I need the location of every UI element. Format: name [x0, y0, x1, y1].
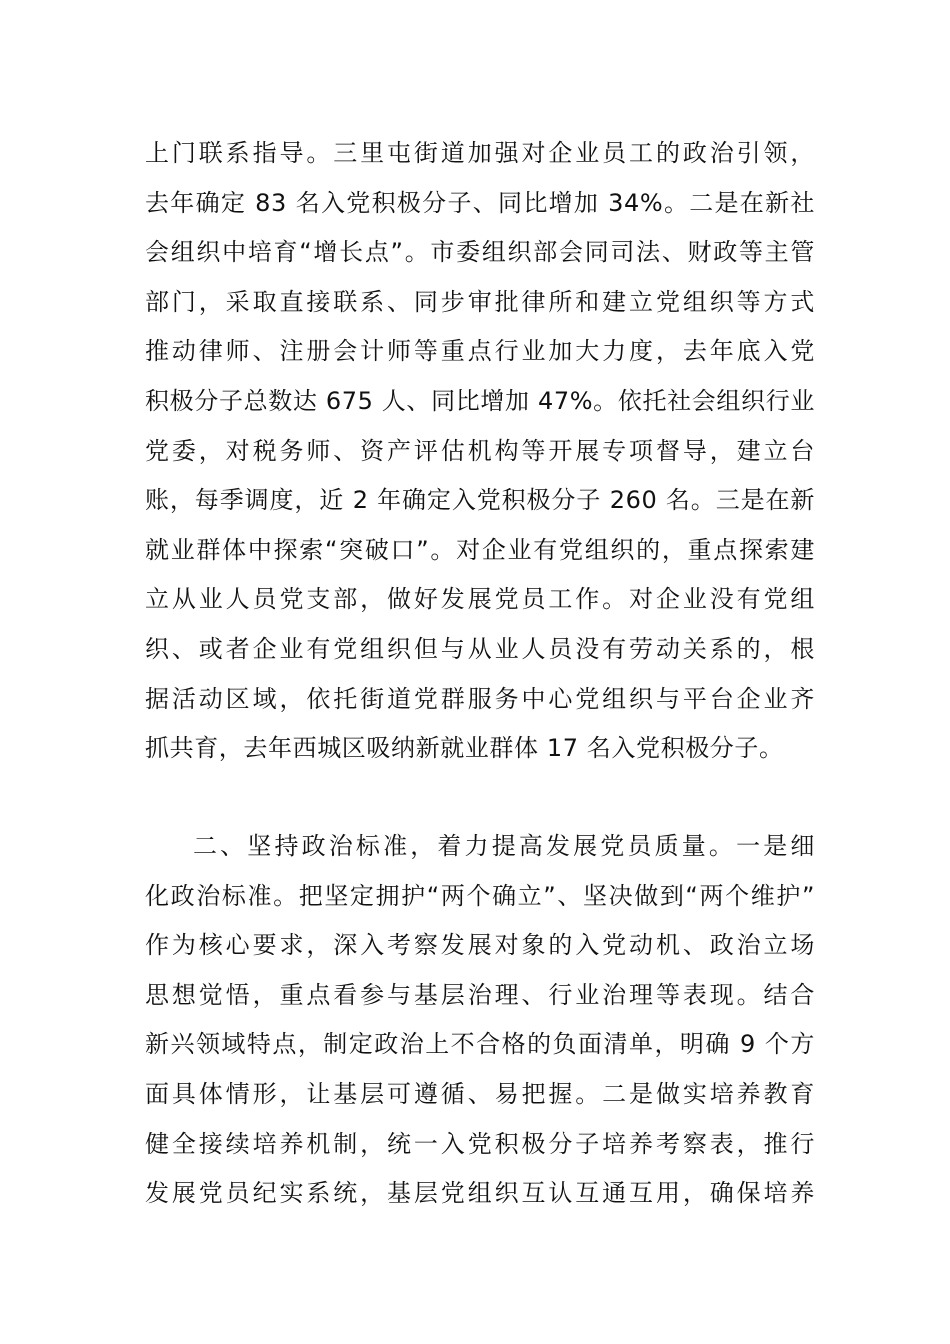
- paragraph-line: 新兴领域特点，制定政治上不合格的负面清单，明确 9 个方: [145, 1030, 815, 1059]
- paragraph-line: 化政治标准。把坚定拥护“两个确立”、坚决做到“两个维护”: [145, 881, 815, 910]
- paragraph-2: [145, 822, 815, 1219]
- paragraph-line: 织、或者企业有党组织但与从业人员没有劳动关系的，根: [145, 634, 815, 663]
- paragraph-line: 部门，采取直接联系、同步审批律所和建立党组织等方式: [145, 287, 815, 316]
- paragraph-line-last: 抓共育，去年西城区吸纳新就业群体 17 名入党积极分子。: [145, 734, 784, 763]
- paragraph-line: 就业群体中探索“突破口”。对企业有党组织的，重点探索建: [145, 535, 815, 564]
- paragraph-line: 党委，对税务师、资产评估机构等开展专项督导，建立台: [145, 436, 815, 465]
- paragraph-line: 去年确定 83 名入党积极分子、同比增加 34%。二是在新社: [145, 188, 815, 217]
- paragraph-line: 面具体情形，让基层可遵循、易把握。二是做实培养教育: [145, 1079, 815, 1108]
- paragraph-line: 健全接续培养机制，统一入党积极分子培养考察表，推行: [145, 1129, 815, 1158]
- paragraph-line-first: 二、坚持政治标准，着力提高发展党员质量。一是细: [193, 832, 815, 860]
- paragraph-line: 发展党员纪实系统，基层党组织互认互通互用，确保培养: [145, 1179, 815, 1208]
- paragraph-line: 账，每季调度，近 2 年确定入党积极分子 260 名。三是在新: [145, 486, 815, 515]
- paragraph-line: 积极分子总数达 675 人、同比增加 47%。依托社会组织行业: [145, 386, 815, 415]
- paragraph-line: 会组织中培育“增长点”。市委组织部会同司法、财政等主管: [145, 238, 815, 267]
- paragraph-line: 立从业人员党支部，做好发展党员工作。对企业没有党组: [145, 585, 815, 614]
- paragraph-line: 推动律师、注册会计师等重点行业加大力度，去年底入党: [145, 337, 815, 366]
- paragraph-line: 上门联系指导。三里屯街道加强对企业员工的政治引领，: [145, 139, 815, 167]
- paragraph-line: 思想觉悟，重点看参与基层治理、行业治理等表现。结合: [145, 980, 815, 1009]
- paragraph-line: 作为核心要求，深入考察发展对象的入党动机、政治立场: [145, 931, 815, 960]
- paragraph-1: [145, 129, 815, 774]
- paragraph-line: 据活动区域，依托街道党群服务中心党组织与平台企业齐: [145, 684, 815, 713]
